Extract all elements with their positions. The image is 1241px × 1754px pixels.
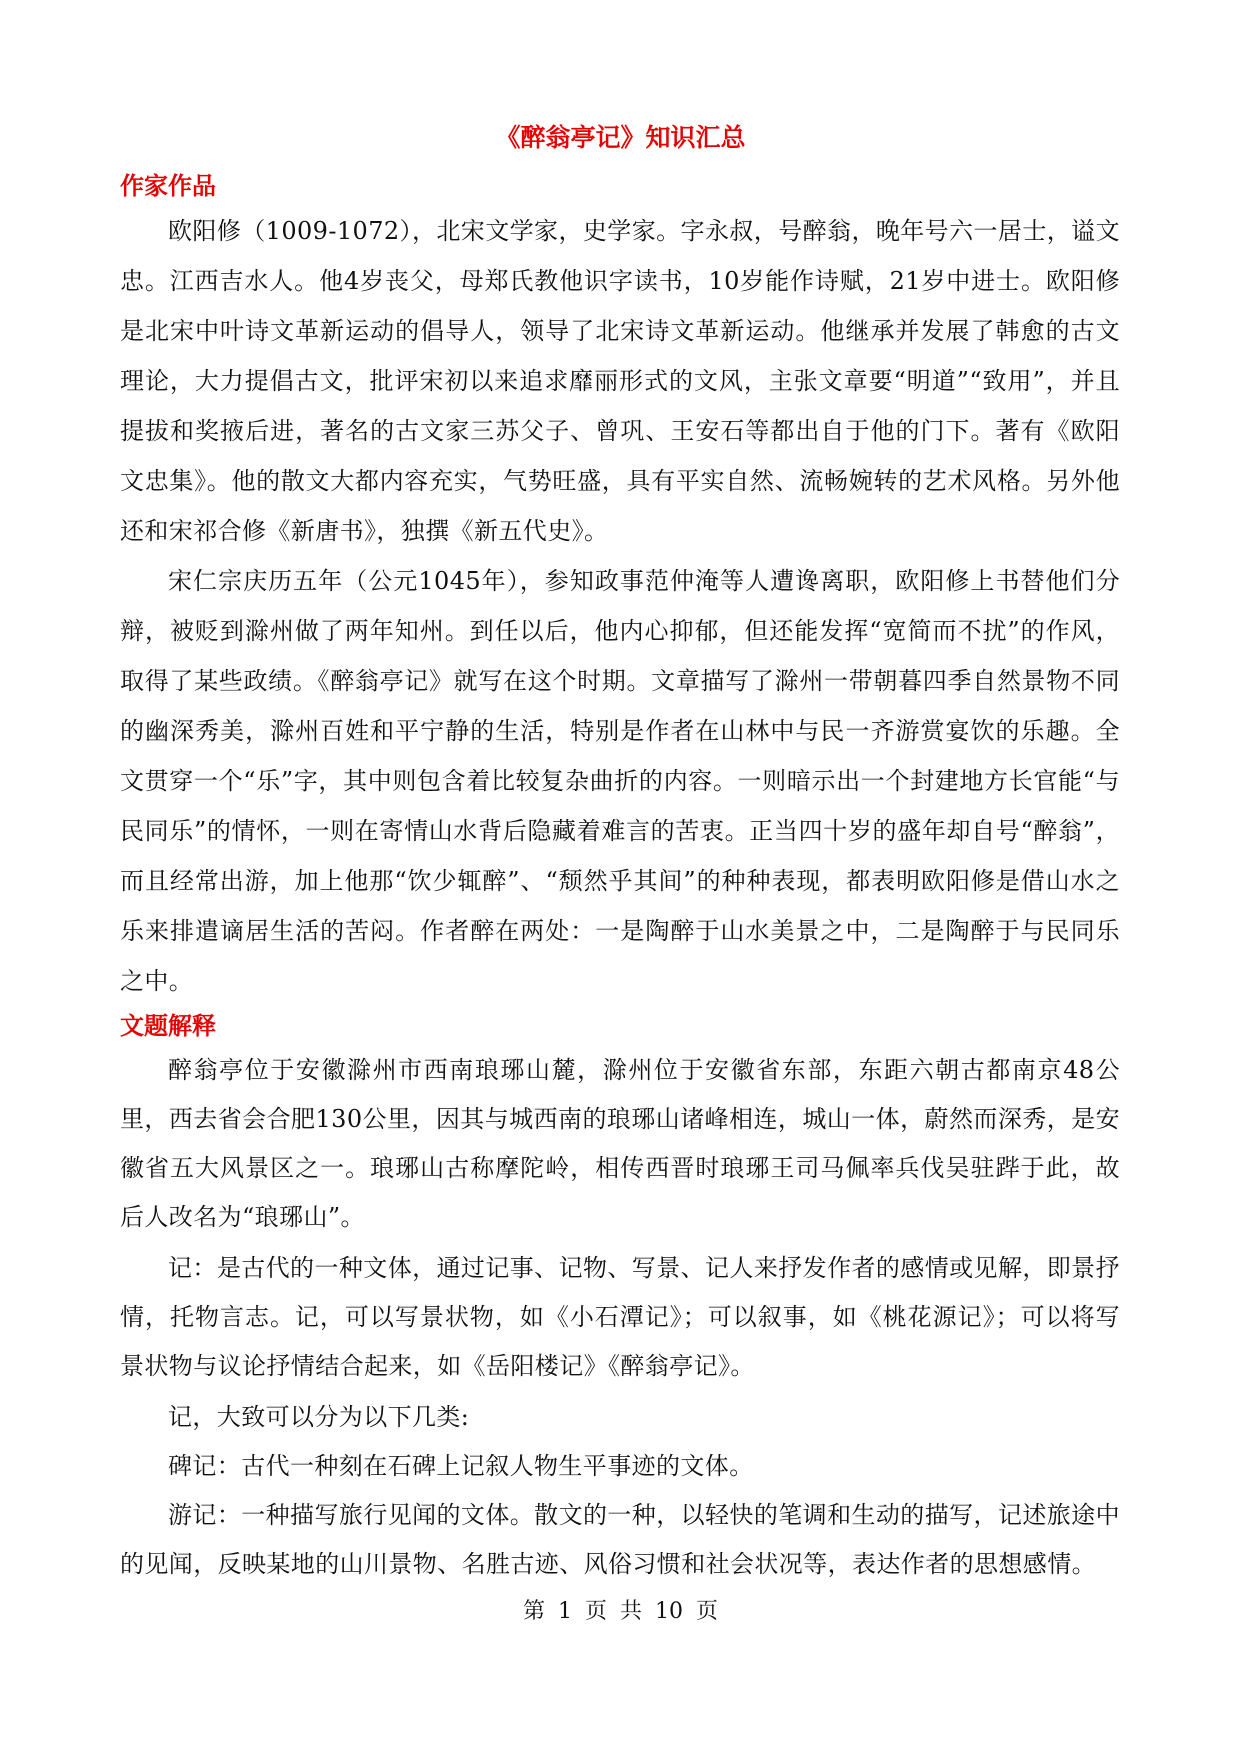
section-heading-title-explanation: 文题解释 xyxy=(120,1012,216,1040)
page-number-footer: 第 1 页 共 10 页 xyxy=(523,1599,718,1624)
section-heading-author-works: 作家作品 xyxy=(120,172,216,200)
paragraph-ji-genre: 记：是古代的一种文体，通过记事、记物、写景、记人来抒发作者的感情或见解，即景抒情，托物言志。记，可以写景状物，如《小石潭记》；可以叙事，如《桃花源记》；可以将写景状物与议论抒情结合起来，如《岳阳楼记》《醉翁亭记》。 xyxy=(120,1254,1120,1380)
paragraph-writing-background: 宋仁宗庆历五年（公元1045年），参知政事范仲淹等人遭谗离职，欧阳修上书替他们分辩，被贬到滁州做了两年知州。到任以后，他内心抑郁，但还能发挥“宽简而不扰”的作风，取得了某些政绩。《醉翁亭记》就写在这个时期。文章描写了滁州一带朝暮四季自然景物不同的幽深秀美，滁州百姓和平宁静的生活，特别是作者在山林中与民一齐游赏宴饮的乐趣。全文贯穿一个“乐”字，其中则包含着比较复杂曲折的内容。一则暗示出一个封建地方长官能“与民同乐”的情怀，一则在寄情山水背后隐藏着难言的苦衷。正当四十岁的盛年却自号“醉翁”，而且经常出游，加上他那“饮少辄醉”、“颓然乎其间”的种种表现，都表明欧阳修是借山水之乐来排遣谪居生活的苦闷。作者醉在两处：一是陶醉于山水美景之中，二是陶醉于与民同乐之中。 xyxy=(120,567,1120,995)
document-body xyxy=(120,166,1120,1589)
paragraph-author-bio: 欧阳修（1009-1072），北宋文学家，史学家。字永叔，号醉翁，晚年号六一居士，谥文忠。江西吉水人。他4岁丧父，母郑氏教他识字读书，10岁能作诗赋，21岁中进士。欧阳修是北宋中叶诗文革新运动的倡导人，领导了北宋诗文革新运动。他继承并发展了韩愈的古文理论，大力提倡古文，批评宋初以来追求靡丽形式的文风，主张文章要“明道”“致用”，并且提拔和奖掖后进，著名的古文家三苏父子、曾巩、王安石等都出自于他的门下。著有《欧阳文忠集》。他的散文大都内容充实，气势旺盛，具有平实自然、流畅婉转的艺术风格。另外他还和宋祁合修《新唐书》，独撰《新五代史》。 xyxy=(120,217,1120,545)
document-title: 《醉翁亭记》知识汇总 xyxy=(495,123,746,152)
paragraph-beiji: 碑记：古代一种刻在石碑上记叙人物生平事迹的文体。 xyxy=(168,1452,754,1480)
paragraph-youji: 游记：一种描写旅行见闻的文体。散文的一种，以轻快的笔调和生动的描写，记述旅途中的见闻，反映某地的山川景物、名胜古迹、风俗习惯和社会状况等，表达作者的思想感情。 xyxy=(120,1501,1120,1578)
paragraph-ji-categories: 记，大致可以分为以下几类: xyxy=(168,1403,470,1431)
paragraph-pavilion-location: 醉翁亭位于安徽滁州市西南琅琊山麓，滁州位于安徽省东部，东距六朝古都南京48公里，西去省会合肥130公里，因其与城西南的琅琊山诸峰相连，城山一体，蔚然而深秀，是安徽省五大风景区之一。琅琊山古称摩陀岭，相传西晋时琅琊王司马佩率兵伐吴驻跸于此，故后人改名为“琅琊山”。 xyxy=(120,1056,1120,1231)
